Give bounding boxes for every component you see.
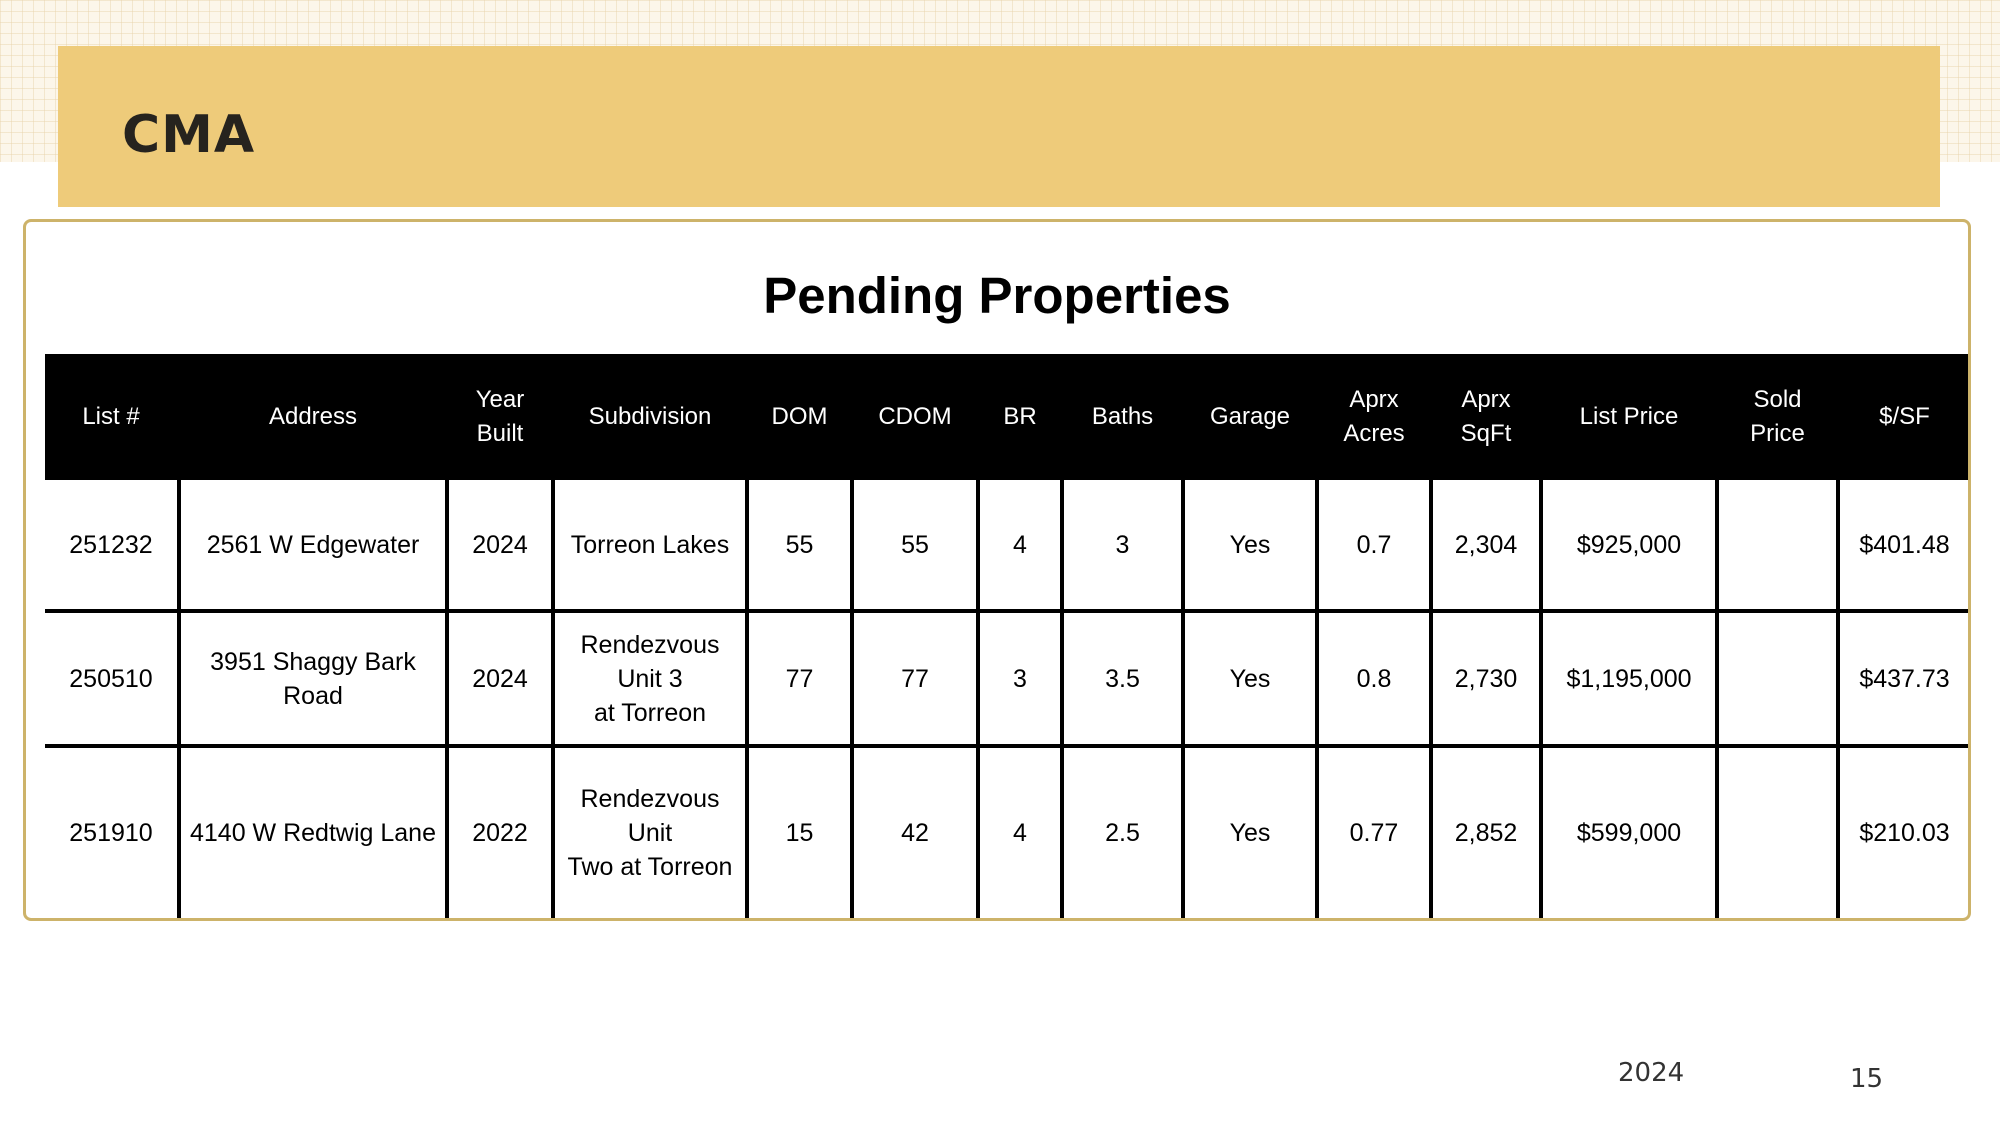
header-br: BR <box>978 354 1062 480</box>
header-dom: DOM <box>747 354 852 480</box>
cell-list-price: $1,195,000 <box>1541 611 1717 746</box>
header-address: Address <box>179 354 447 480</box>
cell-dom: 15 <box>747 746 852 918</box>
table-title: Pending Properties <box>763 267 1231 324</box>
header-list-price: List Price <box>1541 354 1717 480</box>
cell-subdivision: Rendezvous Unit 3 at Torreon <box>553 611 747 746</box>
table-row <box>45 611 1969 746</box>
cell-list-number: 251232 <box>45 480 179 611</box>
cell-list-number: 251910 <box>45 746 179 918</box>
table-header-row <box>45 354 1969 480</box>
cell-br: 4 <box>978 746 1062 918</box>
header-year-built: Year Built <box>447 354 553 480</box>
header-sold-price: Sold Price <box>1717 354 1838 480</box>
cell-list-number: 250510 <box>45 611 179 746</box>
cell-address: 4140 W Redtwig Lane <box>179 746 447 918</box>
cell-baths: 3.5 <box>1062 611 1183 746</box>
cell-garage: Yes <box>1183 746 1317 918</box>
header-aprx-acres: Aprx Acres <box>1317 354 1431 480</box>
cell-aprx-sqft: 2,730 <box>1431 611 1541 746</box>
header-price-per-sf: $/SF <box>1838 354 1969 480</box>
cell-address: 3951 Shaggy Bark Road <box>179 611 447 746</box>
cell-price-per-sf: $401.48 <box>1838 480 1969 611</box>
cell-aprx-sqft: 2,852 <box>1431 746 1541 918</box>
title-band <box>58 46 1940 207</box>
cell-garage: Yes <box>1183 611 1317 746</box>
header-aprx-sqft: Aprx SqFt <box>1431 354 1541 480</box>
cell-dom: 55 <box>747 480 852 611</box>
footer-year: 2024 <box>1618 1058 1685 1088</box>
cell-dom: 77 <box>747 611 852 746</box>
cell-aprx-sqft: 2,304 <box>1431 480 1541 611</box>
cell-subdivision: Rendezvous Unit Two at Torreon <box>553 746 747 918</box>
cell-cdom: 55 <box>852 480 978 611</box>
cell-sold-price <box>1717 611 1838 746</box>
cell-address: 2561 W Edgewater <box>179 480 447 611</box>
slide-title: CMA <box>122 105 256 165</box>
cell-cdom: 42 <box>852 746 978 918</box>
cell-price-per-sf: $437.73 <box>1838 611 1969 746</box>
header-baths: Baths <box>1062 354 1183 480</box>
table-image-frame <box>23 219 1971 921</box>
page-number: 15 <box>1850 1064 1884 1094</box>
cell-cdom: 77 <box>852 611 978 746</box>
cell-list-price: $599,000 <box>1541 746 1717 918</box>
cell-year-built: 2024 <box>447 480 553 611</box>
table-row <box>45 746 1969 918</box>
header-subdivision: Subdivision <box>553 354 747 480</box>
cell-baths: 2.5 <box>1062 746 1183 918</box>
header-list-number: List # <box>45 354 179 480</box>
cell-year-built: 2022 <box>447 746 553 918</box>
cell-aprx-acres: 0.8 <box>1317 611 1431 746</box>
cell-aprx-acres: 0.7 <box>1317 480 1431 611</box>
table-row <box>45 480 1969 611</box>
cell-baths: 3 <box>1062 480 1183 611</box>
cell-price-per-sf: $210.03 <box>1859 819 1950 847</box>
cell-subdivision: Torreon Lakes <box>553 480 747 611</box>
cell-year-built: 2024 <box>447 611 553 746</box>
pending-properties-table <box>45 354 1969 918</box>
cell-aprx-acres: 0.77 <box>1317 746 1431 918</box>
cell-garage: Yes <box>1183 480 1317 611</box>
cell-br: 3 <box>978 611 1062 746</box>
cell-sold-price <box>1717 480 1838 611</box>
cell-br: 4 <box>978 480 1062 611</box>
cell-sold-price <box>1717 746 1838 918</box>
header-cdom: CDOM <box>852 354 978 480</box>
cell-list-price: $925,000 <box>1541 480 1717 611</box>
header-garage: Garage <box>1183 354 1317 480</box>
